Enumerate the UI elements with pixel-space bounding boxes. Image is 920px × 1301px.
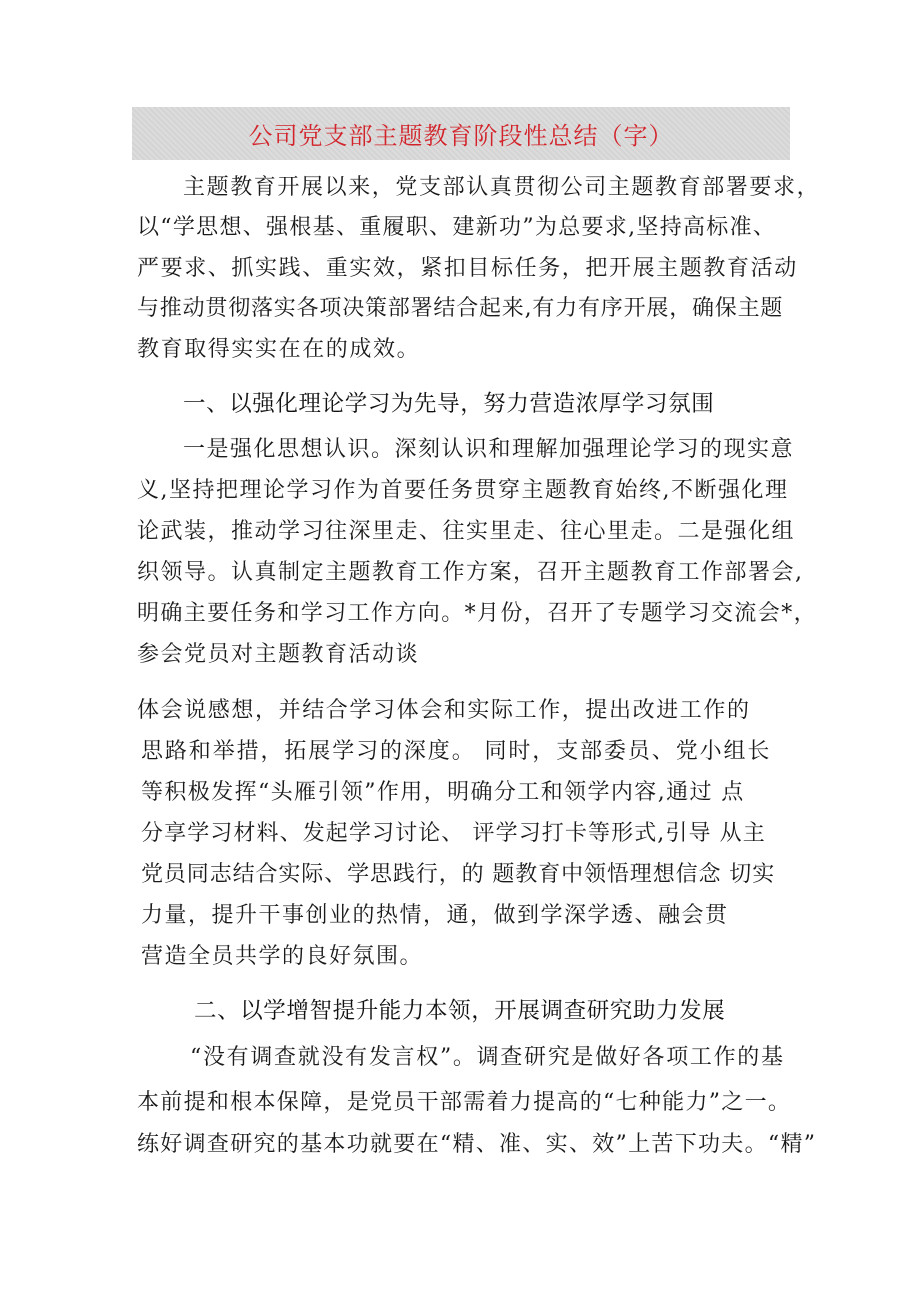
section-2-para-1-line-3: 练好调查研究的基本功就要在“精、准、实、效”上苦下功夫。“精” [137, 1132, 817, 1157]
section-2-heading: 二、以学增智提升能力本领，开展调查研究助力发展 [194, 998, 726, 1024]
section-1-para-1-line-3: 论武装，推动学习往深里走、往实里走、往心里走。二是强化组 [137, 519, 796, 544]
intro-line-5: 教育取得实实在在的成效。 [137, 337, 421, 362]
section-1-para-2-line-5: 党员同志结合实际、学思践行，的 题教育中领悟理想信念 切实 [141, 862, 776, 887]
intro-line-3: 严要求、抓实践、重实效，紧扣目标任务，把开展主题教育活动 [137, 256, 798, 281]
section-1-para-1-line-2: 义,坚持把理论学习作为首要任务贯穿主题教育始终,不断强化理 [137, 478, 789, 503]
intro-line-4: 与推动贯彻落实各项决策部署结合起来,有力有序开展，确保主题 [137, 296, 784, 321]
section-1-heading: 一、以强化理论学习为先导，努力营造浓厚学习氛围 [183, 391, 715, 417]
document-title: 公司党支部主题教育阶段性总结（字） [248, 122, 674, 150]
section-1-para-1-line-6: 参会党员对主题教育活动谈 [137, 642, 420, 667]
section-1-para-2-line-3: 等积极发挥“头雁引领”作用，明确分工和领学内容,通过 点 [141, 780, 745, 805]
title-band [132, 107, 790, 160]
intro-line-1: 主题教育开展以来，党支部认真贯彻公司主题教育部署要求， [183, 175, 821, 200]
section-1-para-2-line-7: 营造全员共学的良好氛围。 [141, 944, 424, 969]
section-1-para-1-line-5: 明确主要任务和学习工作方向。*月份，召开了专题学习交流会*， [137, 601, 818, 626]
section-1-para-2-line-4: 分享学习材料、发起学习讨论、 评学习打卡等形式,引导 从主 [141, 821, 766, 846]
section-2-para-1-line-2: 本前提和根本保障，是党员干部需着力提高的“七种能力”之一。 [137, 1090, 792, 1115]
section-2-para-1-line-1: “没有调查就没有发言权”。调查研究是做好各项工作的基 [190, 1045, 785, 1070]
section-1-para-1-line-1: 一是强化思想认识。深刻认识和理解加强理论学习的现实意 [183, 437, 795, 462]
section-1-para-2-line-6: 力量，提升干事创业的热情，通，做到学深学透、融会贯 [141, 903, 729, 928]
section-1-para-2-line-2: 思路和举措，拓展学习的深度。 同时，支部委员、党小组长 [141, 739, 772, 764]
section-1-para-2-line-1: 体会说感想，并结合学习体会和实际工作，提出改进工作的 [137, 698, 751, 723]
intro-line-2: 以“学思想、强根基、重履职、建新功”为总要求,坚持高标准、 [137, 215, 777, 240]
section-1-para-1-line-4: 织领导。认真制定主题教育工作方案，召开主题教育工作部署会, [137, 560, 804, 585]
